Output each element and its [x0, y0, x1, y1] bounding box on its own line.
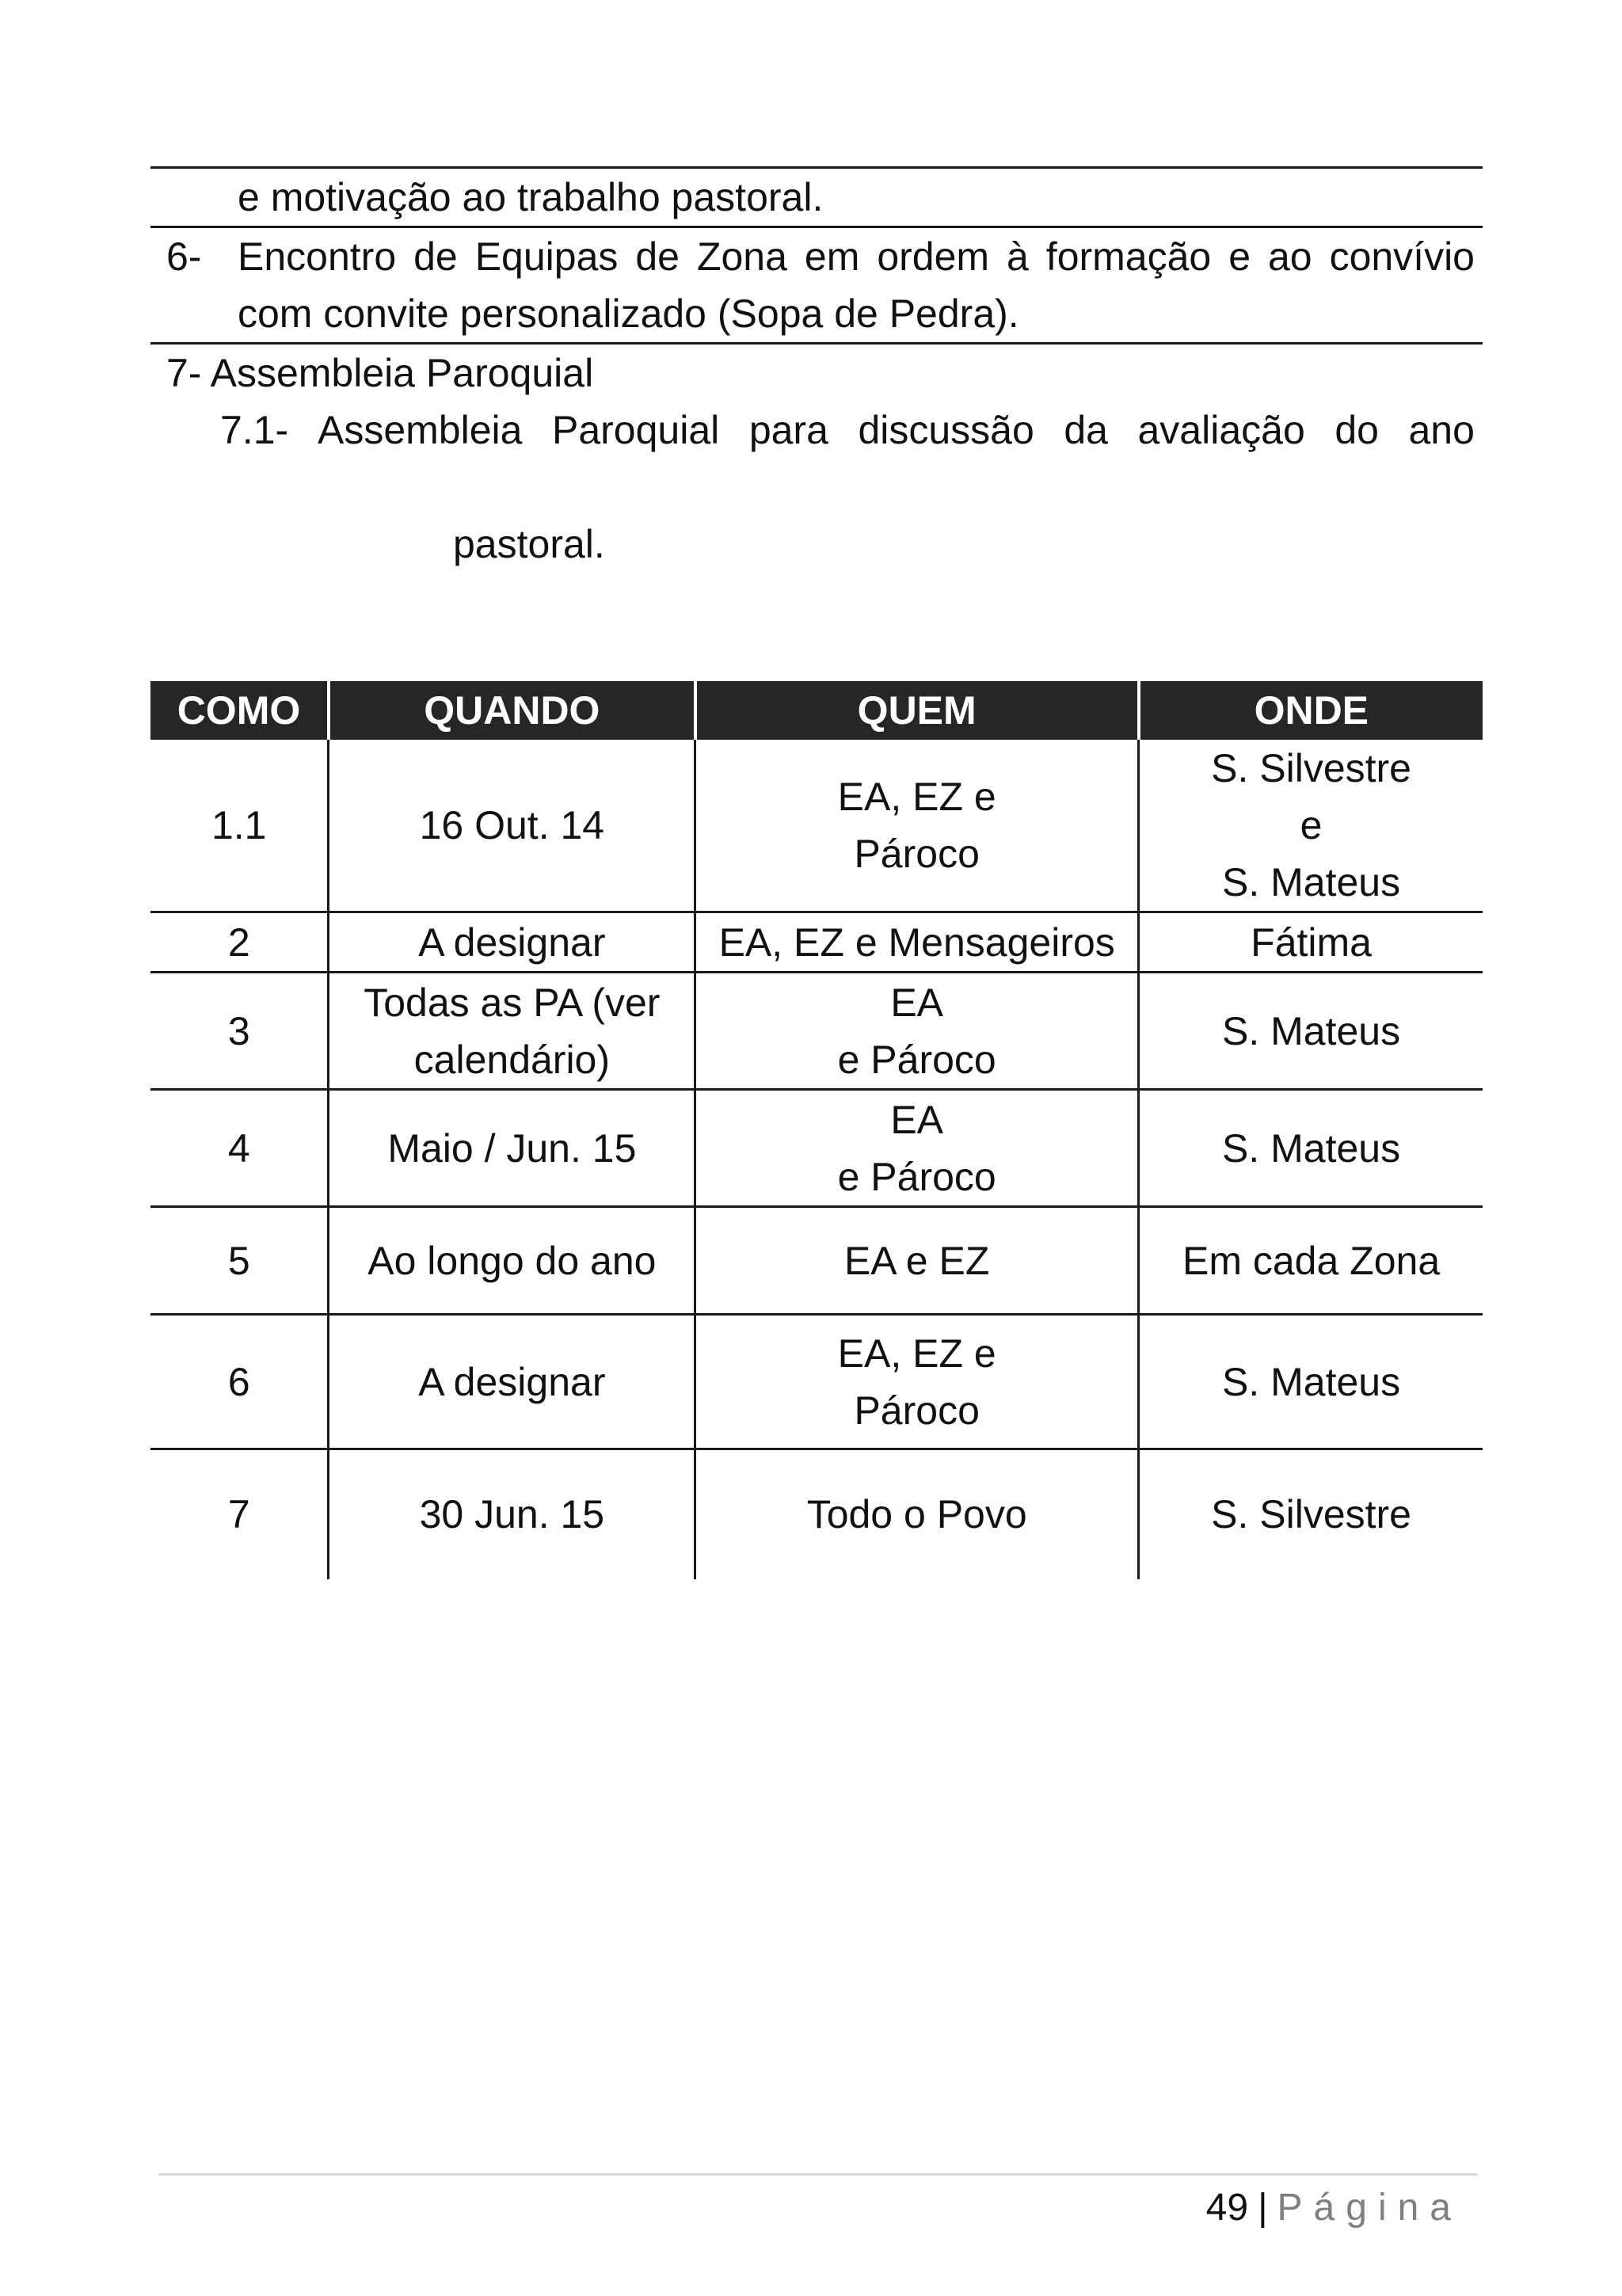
cell-quando	[329, 973, 695, 1090]
table-row	[150, 1207, 1483, 1315]
cell-quando-line: 16 Out. 14	[419, 803, 605, 847]
action-list	[150, 166, 1483, 573]
cell-onde	[1139, 912, 1483, 973]
table-row	[150, 1090, 1483, 1207]
table-row	[150, 1449, 1483, 1579]
cell-quem-line: Pároco	[854, 832, 980, 876]
cell-quem	[695, 912, 1139, 973]
cell-quem-line: Pároco	[854, 1388, 980, 1433]
cell-quem-line: e Pároco	[837, 1037, 996, 1082]
table-row	[150, 973, 1483, 1090]
header-como: COMO	[150, 681, 329, 740]
cell-quando	[329, 1090, 695, 1207]
cell-quem	[695, 1090, 1139, 1207]
cell-como: 5	[150, 1207, 329, 1315]
continuation-text: e motivação ao trabalho pastoral.	[238, 175, 824, 219]
cell-onde	[1139, 1090, 1483, 1207]
item-7-1-line-1	[318, 402, 1475, 459]
cell-como: 3	[150, 973, 329, 1090]
cell-quando	[329, 1449, 695, 1579]
cell-onde-line: S. Mateus	[1222, 1008, 1401, 1053]
cell-onde	[1139, 1207, 1483, 1315]
cell-onde-line: S. Silvestre	[1211, 746, 1411, 790]
cell-onde-line: Fátima	[1251, 920, 1372, 965]
table-row	[150, 1315, 1483, 1449]
header-quem: QUEM	[695, 681, 1139, 740]
cell-quando	[329, 1207, 695, 1315]
table-row	[150, 740, 1483, 912]
cell-quem-line: EA, EZ e	[837, 775, 996, 819]
footer-divider	[158, 2173, 1478, 2176]
cell-onde	[1139, 1315, 1483, 1449]
cell-quem-line: e Pároco	[837, 1154, 996, 1199]
item-7-1-word: discussão	[858, 408, 1034, 452]
cell-quando-line: A designar	[418, 920, 606, 965]
cell-onde-line: S. Mateus	[1222, 1359, 1401, 1404]
cell-como: 7	[150, 1449, 329, 1579]
item-7-1-word: Assembleia	[318, 408, 523, 452]
cell-quando-line: Maio / Jun. 15	[387, 1125, 637, 1171]
table-row	[150, 912, 1483, 973]
cell-quem	[695, 1207, 1139, 1315]
cell-onde-line: e	[1300, 803, 1323, 847]
page-number: 49	[1205, 2187, 1249, 2229]
item-7-1-number: 7.1-	[220, 408, 289, 452]
item-7-1-line-2: pastoral.	[453, 522, 605, 566]
cell-quando-line: A designar	[418, 1359, 606, 1404]
cell-quem-line: EA, EZ e Mensageiros	[718, 920, 1115, 965]
cell-como: 2	[150, 912, 329, 973]
header-onde: ONDE	[1139, 681, 1483, 740]
cell-quem-line: EA e EZ	[843, 1238, 990, 1283]
cell-como: 1.1	[211, 803, 267, 847]
cell-quando	[329, 740, 695, 912]
item-7-1-word: ano	[1408, 408, 1475, 452]
item-7-heading: 7- Assembleia Paroquial	[166, 351, 594, 395]
item-6-text: Encontro de Equipas de Zona em ordem à formação e ao convívio com convite personalizado (Sopa de Pedra).	[238, 234, 1475, 336]
cell-quando	[329, 1315, 695, 1449]
item-7-1-word: do	[1335, 408, 1379, 452]
list-item-6	[150, 226, 1483, 342]
cell-onde-line: S. Mateus	[1222, 1125, 1401, 1171]
list-item-continuation	[150, 166, 1483, 226]
cell-onde-line: S. Silvestre	[1211, 1492, 1411, 1537]
cell-como: 6	[150, 1315, 329, 1449]
header-quando: QUANDO	[329, 681, 695, 740]
cell-quando-line: Todas as PA (ver	[364, 980, 661, 1025]
item-7-1-word: Paroquial	[552, 408, 720, 452]
cell-quando	[329, 912, 695, 973]
footer-separator: |	[1258, 2187, 1268, 2229]
cell-onde	[1139, 973, 1483, 1090]
item-7-1-word: avaliação	[1137, 408, 1305, 452]
cell-quem-line: EA	[890, 1097, 944, 1142]
page-label: Página	[1277, 2187, 1462, 2229]
cell-como: 4	[150, 1090, 329, 1207]
cell-quem-line: Todo o Povo	[806, 1492, 1027, 1537]
cell-quem	[695, 1449, 1139, 1579]
cell-onde-line: S. Mateus	[1222, 860, 1401, 904]
cell-quem	[695, 1315, 1139, 1449]
cell-onde	[1139, 740, 1483, 912]
item-7-1-word: para	[748, 408, 828, 452]
page-footer	[1206, 2180, 1462, 2237]
schedule-table	[150, 681, 1483, 1579]
cell-quem	[695, 973, 1139, 1090]
cell-quem-line: EA, EZ e	[837, 1331, 996, 1376]
cell-quando-line: calendário)	[413, 1037, 611, 1082]
cell-quando-line: 30 Jun. 15	[419, 1492, 605, 1537]
item-6-number: 6-	[166, 234, 202, 279]
cell-onde-line: Em cada Zona	[1182, 1238, 1441, 1283]
list-item-7	[150, 342, 1483, 573]
table-header-row	[150, 681, 1483, 740]
table-body	[150, 740, 1483, 1579]
cell-quando-line: Ao longo do ano	[367, 1238, 657, 1283]
item-7-1-word: da	[1064, 408, 1108, 452]
cell-quem-line: EA	[890, 980, 944, 1025]
cell-onde	[1139, 1449, 1483, 1579]
item-7-1	[150, 402, 1483, 573]
item-7-1-text	[318, 402, 1475, 516]
cell-quem	[695, 740, 1139, 912]
